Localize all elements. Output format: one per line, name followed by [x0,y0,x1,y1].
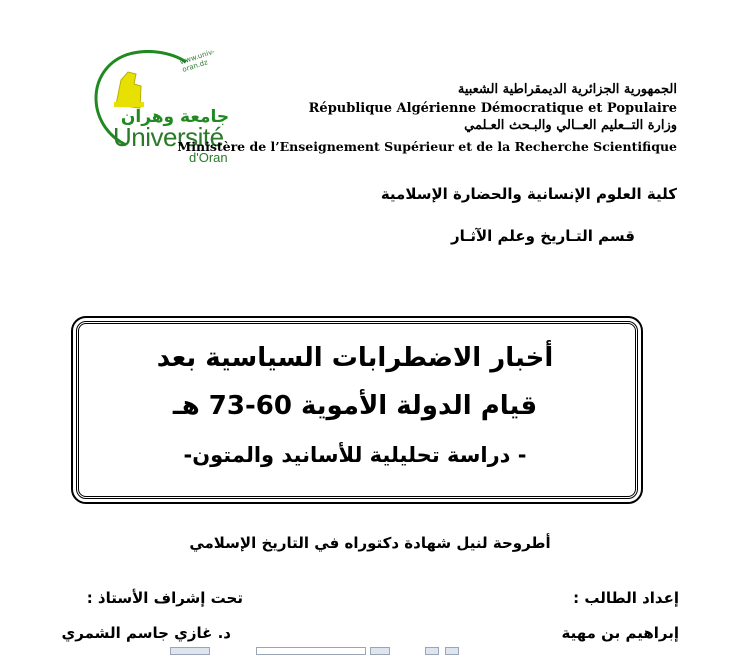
supervisor-name: د. غازي جاسم الشمري [61,624,231,642]
department-name: قسم التـاريخ وعلم الآثـار [450,227,635,245]
republic-french: République Algérienne Démocratique et Populaire [308,101,677,116]
logo-universite-text: Université [113,122,224,152]
bottom-toolbar[interactable] [170,647,500,655]
thesis-title-line-1: أخبار الاضطرابات السياسية بعد [156,343,554,373]
faculty-name: كلية العلوم الإنسانية والحضارة الإسلامية [380,185,677,203]
logo-oran-text: d'Oran [189,150,228,165]
ministry-arabic: وزارة التــعليم العــالي والبـحث العـلمي [464,118,677,133]
zoom-field[interactable] [256,647,366,655]
toolbar-icon[interactable] [425,647,439,655]
thesis-subtitle: - دراسة تحليلية للأسانيد والمتون- [183,443,527,467]
student-name: إبراهيم بن مهية [561,624,679,642]
degree-statement: أطروحة لنيل شهادة دكتوراه في التاريخ الإسلامي [189,534,551,552]
thesis-title-line-2: قيام الدولة الأموية 60-73 هـ [172,391,538,421]
toolbar-button[interactable] [170,647,210,655]
logo-arabic-text: جامعة وهران [120,107,230,127]
supervisor-label: تحت إشراف الأستاذ : [86,589,243,607]
republic-arabic: الجمهورية الجزائرية الديمقراطية الشعبية [457,82,677,97]
toolbar-icon[interactable] [445,647,459,655]
ministry-french: Ministère de l’Enseignement Supérieur et de la Recherche Scientifique [177,139,677,154]
student-label: إعداد الطالب : [573,589,679,607]
logo-url: www.univ-oran.dz [178,47,216,74]
toolbar-button[interactable] [370,647,390,655]
